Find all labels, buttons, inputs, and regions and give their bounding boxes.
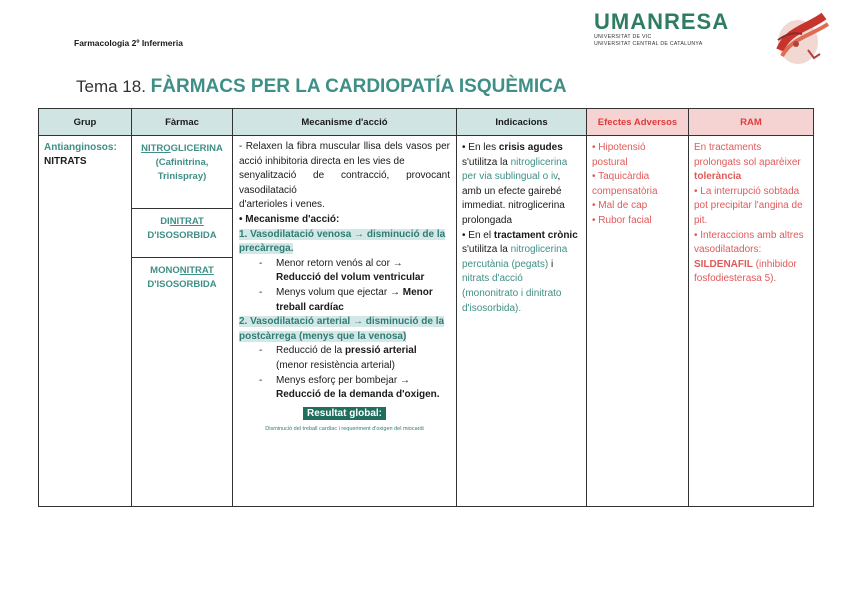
ram-cell (689, 136, 814, 507)
venous-2a: Menys volum que ejectar → (276, 286, 400, 298)
page-title (76, 76, 567, 98)
adverse-effects-cell (587, 136, 689, 507)
ind-2f: nitrats d'acció (mononitrato i dinitrato d'isosorbida). (462, 273, 562, 314)
title-main: FÀRMACS PER LA CARDIOPATÍA ISQUÈMICA (150, 76, 567, 97)
drug-1-suffix: D'ISOSORBIDA (147, 230, 217, 241)
drug-2-name: NITRAT (179, 265, 214, 276)
venous-title: 1. Vasodilatació venosa → disminució de la precàrrega. (239, 228, 446, 255)
venous-item-1 (239, 257, 450, 286)
col-header-mecanisme: Mecanisme d'acció (233, 109, 457, 136)
col-header-ram: RAM (689, 109, 814, 136)
indication-2 (462, 229, 581, 317)
ram-3 (694, 229, 808, 287)
result-text: Disminució del treball cardíac i requeriment d'oxigen del miocardi (265, 426, 424, 433)
umanresa-logo (594, 10, 729, 48)
venous-item-2 (239, 286, 450, 315)
title-prefix: Tema 18. (76, 77, 151, 96)
col-header-grup: Grup (39, 109, 132, 136)
arterial-1c: (menor resistència arterial) (276, 359, 395, 371)
drug-2-prefix: MONO (150, 265, 180, 276)
col-header-indicacions: Indicacions (457, 109, 587, 136)
drug-0-brands: (Cafinitrina, Trinispray) (155, 157, 209, 182)
arterial-title: 2. Vasodilatació arterial → disminució de la postcàrrega (menys que la venosa) (239, 316, 445, 342)
venous-1b: Reducció del volum ventricular (276, 272, 425, 284)
drug-1-name: NITRAT (169, 216, 204, 227)
ram-3c: (inhibidor fosfodiesterasa 5). (694, 258, 797, 285)
arterial-2a: Menys esforç per bombejar → (276, 374, 410, 386)
ind-1a: • En les (462, 142, 499, 153)
logo-line-2: UNIVERSITAT CENTRAL DE CATALUNYA (594, 41, 703, 47)
ind-2c: s'utilitza la (462, 244, 511, 256)
arterial-item-2 (239, 374, 450, 403)
arterial-1b: pressió arterial (344, 345, 417, 357)
ram-1b: tolerància (694, 171, 742, 183)
drug-cell-mononitrat (132, 258, 233, 507)
ram-2: • La interrupció sobtada pot precipitar l'angina de pit. (694, 185, 803, 226)
logo-rest: MANRESA (610, 9, 730, 34)
arterial-2b: Reducció de la demanda d'oxigen. (276, 389, 440, 401)
col-header-farmac: Fàrmac (132, 109, 233, 136)
logo-wordmark (594, 10, 729, 34)
arterial-1a: Reducció de la (276, 345, 343, 357)
adverse-item: • Hipotensió postural (592, 142, 646, 168)
ram-1a: En tractaments prolongats sol aparèixer (694, 142, 801, 168)
mechanism-intro: - Relaxen la fibra muscular llisa dels vasos per acció inhibitoria directa en les vies de (239, 141, 450, 167)
group-line-1: Antianginosos: (44, 142, 117, 153)
result-label: Resultat global: (303, 407, 386, 420)
drug-2-suffix: D'ISOSORBIDA (147, 279, 217, 290)
table-header-row (39, 109, 814, 136)
table-row (39, 136, 814, 209)
drug-0-prefix: NITRO (141, 143, 171, 154)
ind-1e: , amb un efecte gairebé immediat. nitroglicerina prolongada (462, 171, 565, 226)
mechanism-cell (233, 136, 457, 507)
ind-2e: i (548, 258, 554, 270)
adverse-item: • Rubor facial (592, 214, 652, 226)
ind-2d: nitroglicerina percutània (pegats) (462, 244, 568, 270)
drug-cell-nitroglicerina (132, 136, 233, 209)
logo-u: U (594, 9, 611, 34)
ind-1d: nitroglicerina per via sublingual o iv (462, 156, 568, 183)
group-cell (39, 136, 132, 507)
result-block (239, 407, 450, 422)
ind-1c: s'utilitza la (462, 156, 511, 168)
venous-1a: Menor retorn venós al cor → (276, 257, 403, 269)
heart-anatomy-icon (768, 10, 832, 68)
indication-1 (462, 141, 581, 229)
adverse-item: • Mal de cap (592, 200, 648, 212)
mechanism-heading: • Mecanisme d'acció: (239, 213, 340, 225)
ind-2b: tractament crònic (493, 229, 578, 241)
col-header-efectes: Efectes Adversos (587, 109, 689, 136)
venous-2b: Menor treball cardíac (276, 286, 433, 313)
ram-3b: SILDENAFIL (694, 258, 753, 270)
group-line-2: NITRATS (44, 156, 87, 167)
arterial-item-1 (239, 344, 450, 373)
drug-cell-dinitrat (132, 209, 233, 258)
ram-1 (694, 141, 808, 185)
document-subject: Farmacologia 2º Infermeria (74, 38, 183, 48)
mechanism-intro-2: senyalització de contracció, provocant vasodilatació (239, 170, 450, 196)
pharmacology-table (38, 108, 814, 507)
logo-line-1: UNIVERSITAT DE VIC (594, 34, 652, 40)
drug-0-name: GLICERINA (170, 143, 223, 154)
drug-1-prefix: DI (160, 216, 170, 227)
adverse-item: • Taquicàrdia compensatòria (592, 171, 658, 197)
ind-1b: crisis agudes (498, 142, 563, 153)
mechanism-intro-3: d'arterioles i venes. (239, 199, 325, 211)
ram-3a: • Interaccions amb altres vasodilatadors: (694, 229, 804, 256)
ind-2a: • En el (462, 229, 494, 241)
indications-cell (457, 136, 587, 507)
